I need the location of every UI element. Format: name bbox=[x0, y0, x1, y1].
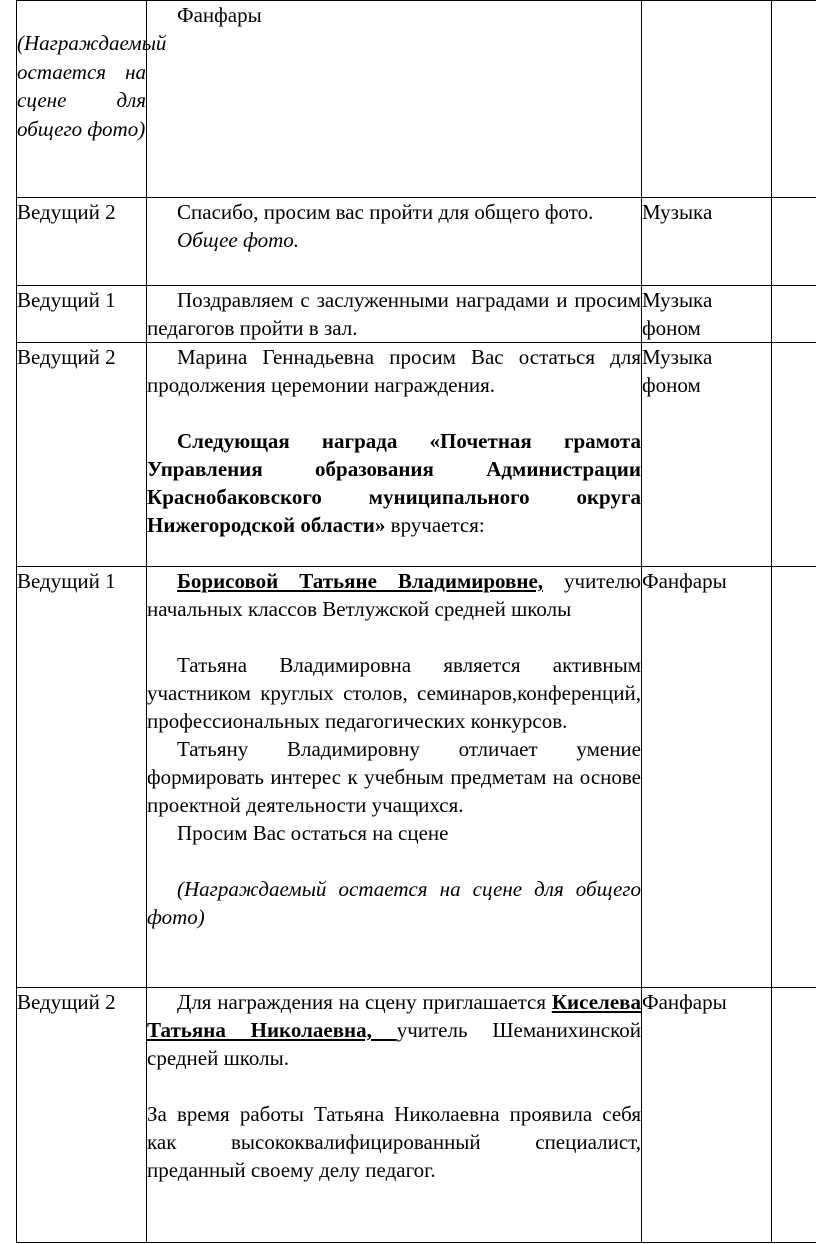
awardee-line bbox=[147, 988, 641, 1072]
text-cell bbox=[147, 198, 642, 286]
stage-note: (Награждаемый остается на сцене для общего фото) bbox=[147, 877, 641, 929]
speaker-cell: Ведущий 1 bbox=[17, 286, 147, 343]
text-cell bbox=[147, 1, 642, 198]
extra-cell bbox=[772, 198, 816, 286]
award-announcement bbox=[147, 427, 641, 539]
table-row bbox=[17, 198, 816, 286]
speaker-cell: Ведущий 2 bbox=[17, 198, 147, 286]
speaker-cell: Ведущий 2 bbox=[17, 988, 147, 1243]
cue-text: Фанфары bbox=[177, 3, 262, 27]
speech-text: За время работы Татьяна Николаевна проявила себя как высококвалифицированный специалист, преданный своему делу педагог. bbox=[147, 1102, 641, 1182]
awardee-name: Киселева Татьяна Николаевна, bbox=[147, 990, 641, 1042]
extra-cell bbox=[772, 1, 816, 198]
speaker-cell bbox=[17, 1, 167, 198]
stage-action: Общее фото. bbox=[177, 228, 300, 252]
speech-text: Поздравляем с заслуженными наградами и просим педагогов пройти в зал. bbox=[147, 288, 641, 340]
text-cell bbox=[147, 343, 642, 567]
speaker-cell: Ведущий 1 bbox=[17, 567, 147, 988]
extra-cell bbox=[772, 567, 816, 988]
extra-cell bbox=[772, 988, 816, 1243]
speech-text: Татьяна Владимировна является активным участником круглых столов, семинаров,конференций, профессиональных педагогических конкурсов. bbox=[147, 653, 641, 733]
extra-cell bbox=[772, 286, 816, 343]
text-cell bbox=[147, 567, 642, 988]
table-row bbox=[17, 343, 816, 567]
invite-text: Для награждения на сцену приглашается bbox=[177, 990, 552, 1014]
table-row bbox=[17, 567, 816, 988]
speech-text: Спасибо, просим вас пройти для общего фото. bbox=[177, 200, 594, 224]
speech-text: Просим Вас остаться на сцене bbox=[177, 821, 449, 845]
music-cell: Музыка фоном bbox=[642, 286, 772, 343]
speaker-cell: Ведущий 2 bbox=[17, 343, 147, 567]
script-table bbox=[16, 0, 816, 1243]
extra-cell bbox=[772, 343, 816, 567]
music-cell: Музыка bbox=[642, 198, 772, 286]
award-title: Следующая награда «Почетная грамота Управления образования Администрации Краснобаковского муниципального округа Нижегородской области» bbox=[147, 429, 641, 537]
awardee-position: учителю начальных классов Ветлужской средней школы bbox=[147, 569, 641, 621]
text-cell bbox=[147, 286, 642, 343]
music-cell: Фанфары bbox=[642, 988, 772, 1243]
table-row bbox=[17, 286, 816, 343]
music-cell bbox=[642, 1, 772, 198]
table-row bbox=[17, 988, 816, 1243]
speech-text: Татьяну Владимировну отличает умение формировать интерес к учебным предметам на основе проектной деятельности учащихся. bbox=[147, 737, 641, 817]
awardee-line bbox=[147, 567, 641, 623]
music-cell: Музыка фоном bbox=[642, 343, 772, 567]
text-cell bbox=[147, 988, 642, 1243]
awardee-name: Борисовой Татьяне Владимировне, bbox=[177, 569, 544, 593]
speech-text: Марина Геннадьевна просим Вас остаться для продолжения церемонии награждения. bbox=[147, 345, 641, 397]
stage-note: (Награждаемый остается на сцене для общего фото) bbox=[17, 31, 167, 141]
music-cell: Фанфары bbox=[642, 567, 772, 988]
award-tail: вручается: bbox=[385, 513, 485, 537]
table-row bbox=[17, 1, 816, 198]
awardee-position: учитель Шеманихинской средней школы. bbox=[147, 1018, 641, 1070]
